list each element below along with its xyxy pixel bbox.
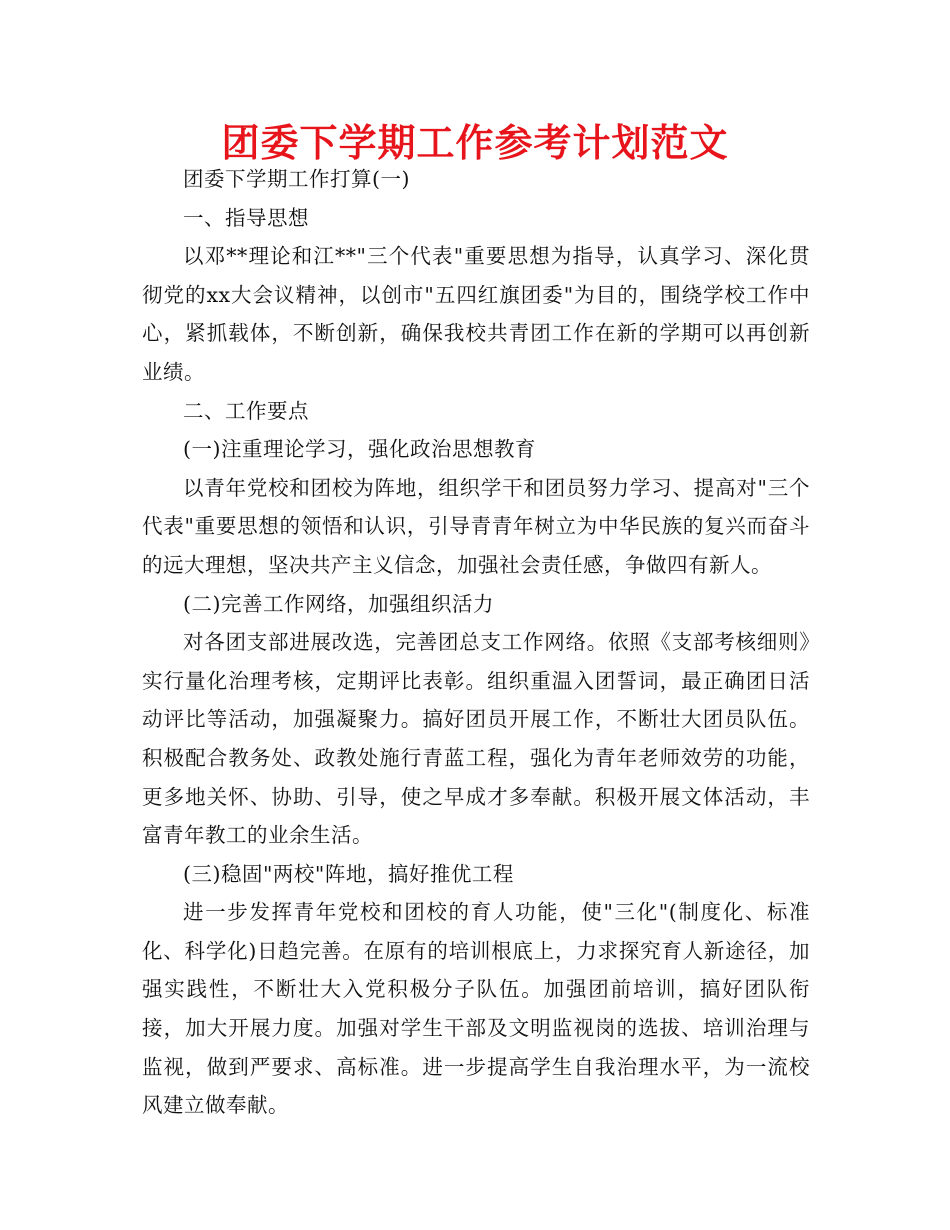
body-paragraph: 进一步发挥青年党校和团校的育人功能，使"三化"(制度化、标准化、科学化)日趋完善。在原有的培训根底上，力求探究育人新途径，加强实践性，不断壮大入党积极分子队伍。加强团前培训，搞好团队衔接，加大开展力度。加强对学生干部及文明监视岗的选拔、培训治理与监视，做到严要求、高标准。进一步提高学生自我治理水平，为一流校风建立做奉献。: [142, 900, 810, 1118]
body-paragraph: 以青年党校和团校为阵地，组织学干和团员努力学习、提高对"三个代表"重要思想的领悟和认识，引导青青年树立为中华民族的复兴而奋斗的远大理想，坚决共产主义信念，加强社会责任感，争做四有新人。: [142, 475, 810, 577]
section-heading: 团委下学期工作打算(一): [183, 167, 410, 191]
document-title: 团委下学期工作参考计划范文: [221, 121, 729, 165]
section-heading: 一、指导思想: [183, 205, 309, 230]
subsection-heading: (三)稳固"两校"阵地，搞好推优工程: [183, 861, 514, 886]
body-paragraph: 对各团支部进展改选，完善团总支工作网络。依照《支部考核细则》实行量化治理考核，定期评比表彰。组织重温入团誓词，最正确团日活动评比等活动，加强凝聚力。搞好团员开展工作，不断壮大团员队伍。积极配合教务处、政教处施行青蓝工程，强化为青年老师效劳的功能，更多地关怀、协助、引导，使之早成才多奉献。积极开展文体活动，丰富青年教工的业余生活。: [142, 630, 810, 848]
document-body: [142, 160, 810, 1125]
subsection-heading: (二)完善工作网络，加强组织活力: [183, 591, 494, 616]
subsection-heading: (一)注重理论学习，强化政治思想教育: [183, 437, 536, 462]
body-paragraph: 以邓**理论和江**"三个代表"重要思想为指导，认真学习、深化贯彻党的xx大会议精神，以创市"五四红旗团委"为目的，围绕学校工作中心，紧抓载体，不断创新，确保我校共青团工作在新的学期可以再创新业绩。: [142, 244, 810, 384]
section-heading: 二、工作要点: [183, 398, 309, 423]
